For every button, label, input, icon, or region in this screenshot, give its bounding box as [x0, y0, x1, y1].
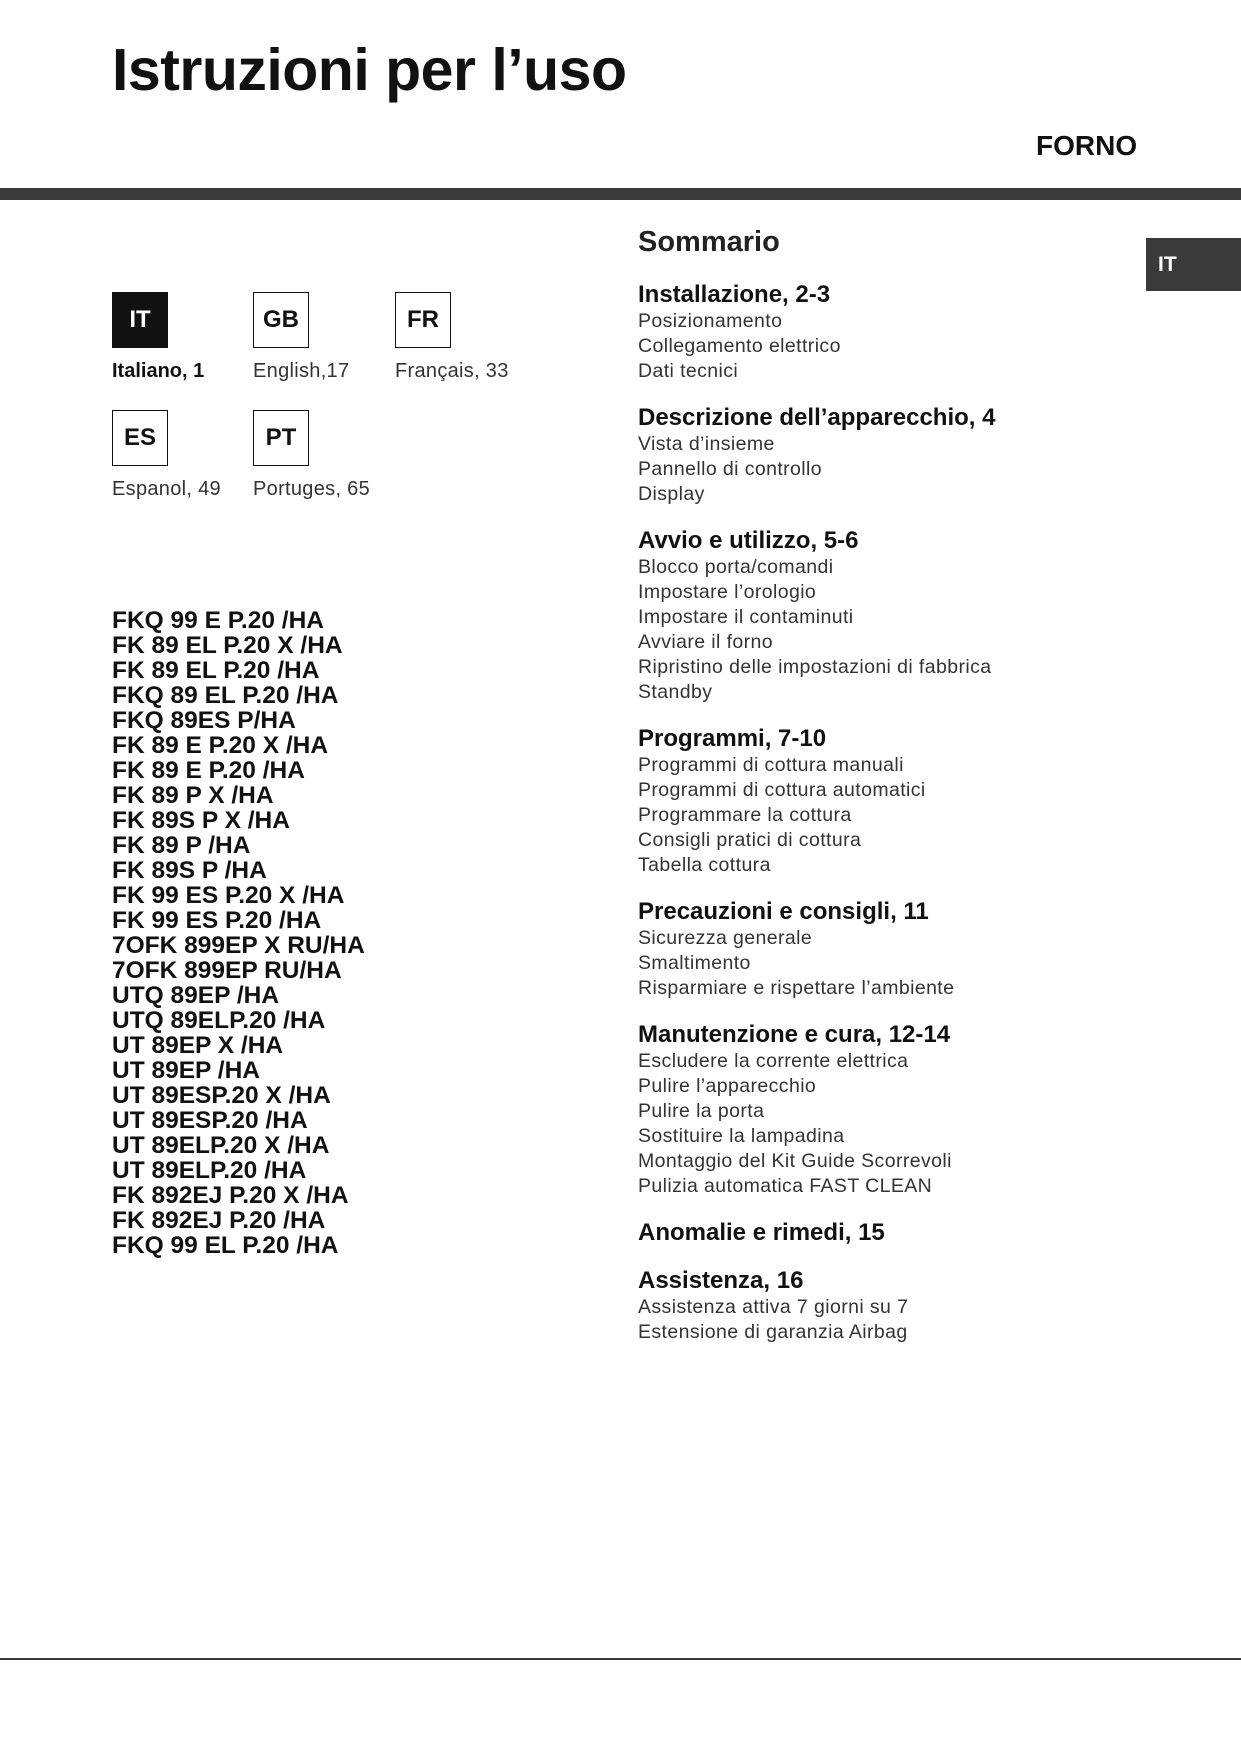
language-label: Italiano, 1	[112, 360, 205, 382]
product-category: FORNO	[1036, 130, 1138, 161]
toc-item: Tabella cottura	[638, 854, 771, 876]
language-italian	[112, 292, 262, 383]
toc-item: Ripristino delle impostazioni di fabbrica	[638, 656, 992, 678]
language-code-box: IT	[112, 292, 168, 348]
toc-section-precauzioni	[638, 898, 1138, 1001]
toc-item: Avviare il forno	[638, 631, 774, 653]
model-item: FKQ 99 E P.20 /HA	[112, 607, 324, 634]
model-list	[112, 608, 365, 1258]
language-label: Français, 33	[395, 360, 509, 382]
model-item: UT 89ESP.20 X /HA	[112, 1082, 331, 1109]
language-code-box: ES	[112, 410, 168, 466]
language-code-box: GB	[253, 292, 309, 348]
language-english	[253, 292, 403, 383]
model-item: FK 89 EL P.20 /HA	[112, 657, 320, 684]
toc-section-title: Manutenzione e cura, 12-14	[638, 1021, 951, 1048]
page-title: Istruzioni per l’uso	[112, 37, 627, 103]
model-item: FKQ 89 EL P.20 /HA	[112, 682, 339, 709]
toc-item: Posizionamento	[638, 310, 783, 332]
toc-item: Programmare la cottura	[638, 804, 852, 826]
model-item: FK 89 E P.20 X /HA	[112, 732, 329, 759]
toc-item: Programmi di cottura manuali	[638, 754, 904, 776]
language-code-box: PT	[253, 410, 309, 466]
language-label: English,17	[253, 360, 350, 382]
footer-divider	[0, 1658, 1241, 1660]
model-item: UT 89EP /HA	[112, 1057, 260, 1084]
toc-section-descrizione	[638, 404, 1138, 507]
toc-item: Vista d’insieme	[638, 433, 775, 455]
language-label: Portuges, 65	[253, 478, 371, 500]
model-item: UT 89ESP.20 /HA	[112, 1107, 308, 1134]
toc-item: Consigli pratici di cottura	[638, 829, 862, 851]
toc-item: Collegamento elettrico	[638, 335, 841, 357]
model-item: UT 89ELP.20 X /HA	[112, 1132, 330, 1159]
language-portuguese	[253, 410, 403, 501]
toc-section-title: Avvio e utilizzo, 5-6	[638, 527, 859, 554]
model-item: FK 89 EL P.20 X /HA	[112, 632, 343, 659]
model-item: FK 89S P X /HA	[112, 807, 290, 834]
toc-section-title: Descrizione dell’apparecchio, 4	[638, 404, 996, 431]
language-code-box: FR	[395, 292, 451, 348]
toc-item: Programmi di cottura automatici	[638, 779, 926, 801]
model-item: FKQ 99 EL P.20 /HA	[112, 1232, 339, 1259]
toc-item: Pannello di controllo	[638, 458, 823, 480]
language-label: Espanol, 49	[112, 478, 221, 500]
toc-item: Impostare l’orologio	[638, 581, 817, 603]
toc-item: Blocco porta/comandi	[638, 556, 834, 578]
toc-item: Dati tecnici	[638, 360, 739, 382]
model-item: FK 89 P /HA	[112, 832, 251, 859]
model-item: FK 89S P /HA	[112, 857, 267, 884]
model-item: FK 89 P X /HA	[112, 782, 274, 809]
model-item: FK 892EJ P.20 /HA	[112, 1207, 326, 1234]
toc-item: Assistenza attiva 7 giorni su 7	[638, 1296, 909, 1318]
toc-heading: Sommario	[638, 226, 780, 258]
table-of-contents	[638, 226, 1138, 1365]
toc-section-title: Anomalie e rimedi, 15	[638, 1219, 885, 1246]
model-item: 7OFK 899EP RU/HA	[112, 957, 342, 984]
toc-item: Smaltimento	[638, 952, 751, 974]
model-item: UTQ 89EP /HA	[112, 982, 280, 1009]
language-french	[395, 292, 545, 383]
toc-item: Pulizia automatica FAST CLEAN	[638, 1175, 933, 1197]
model-item: UTQ 89ELP.20 /HA	[112, 1007, 326, 1034]
model-item: FK 99 ES P.20 X /HA	[112, 882, 345, 909]
toc-item: Risparmiare e rispettare l’ambiente	[638, 977, 955, 999]
toc-item: Standby	[638, 681, 713, 703]
language-spanish	[112, 410, 262, 501]
toc-item: Pulire la porta	[638, 1100, 765, 1122]
model-item: UT 89ELP.20 /HA	[112, 1157, 307, 1184]
toc-section-title: Installazione, 2-3	[638, 281, 831, 308]
toc-item: Impostare il contaminuti	[638, 606, 854, 628]
toc-section-anomalie	[638, 1219, 1138, 1247]
toc-section-assistenza	[638, 1267, 1138, 1345]
toc-item: Estensione di garanzia Airbag	[638, 1321, 908, 1343]
toc-item: Sicurezza generale	[638, 927, 813, 949]
header-divider	[0, 188, 1241, 200]
toc-section-avvio	[638, 527, 1138, 705]
toc-item: Display	[638, 483, 705, 505]
model-item: UT 89EP X /HA	[112, 1032, 284, 1059]
toc-section-installazione	[638, 281, 1138, 384]
model-item: FK 892EJ P.20 X /HA	[112, 1182, 349, 1209]
model-item: 7OFK 899EP X RU/HA	[112, 932, 365, 959]
toc-section-title: Programmi, 7-10	[638, 725, 827, 752]
toc-item: Sostituire la lampadina	[638, 1125, 845, 1147]
toc-section-manutenzione	[638, 1021, 1138, 1199]
toc-section-programmi	[638, 725, 1138, 878]
toc-item: Montaggio del Kit Guide Scorrevoli	[638, 1150, 952, 1172]
toc-section-title: Precauzioni e consigli, 11	[638, 898, 929, 925]
model-item: FKQ 89ES P/HA	[112, 707, 296, 734]
model-item: FK 99 ES P.20 /HA	[112, 907, 322, 934]
toc-item: Escludere la corrente elettrica	[638, 1050, 909, 1072]
toc-item: Pulire l’apparecchio	[638, 1075, 817, 1097]
language-side-tab: IT	[1146, 238, 1241, 291]
toc-section-title: Assistenza, 16	[638, 1267, 804, 1294]
model-item: FK 89 E P.20 /HA	[112, 757, 305, 784]
